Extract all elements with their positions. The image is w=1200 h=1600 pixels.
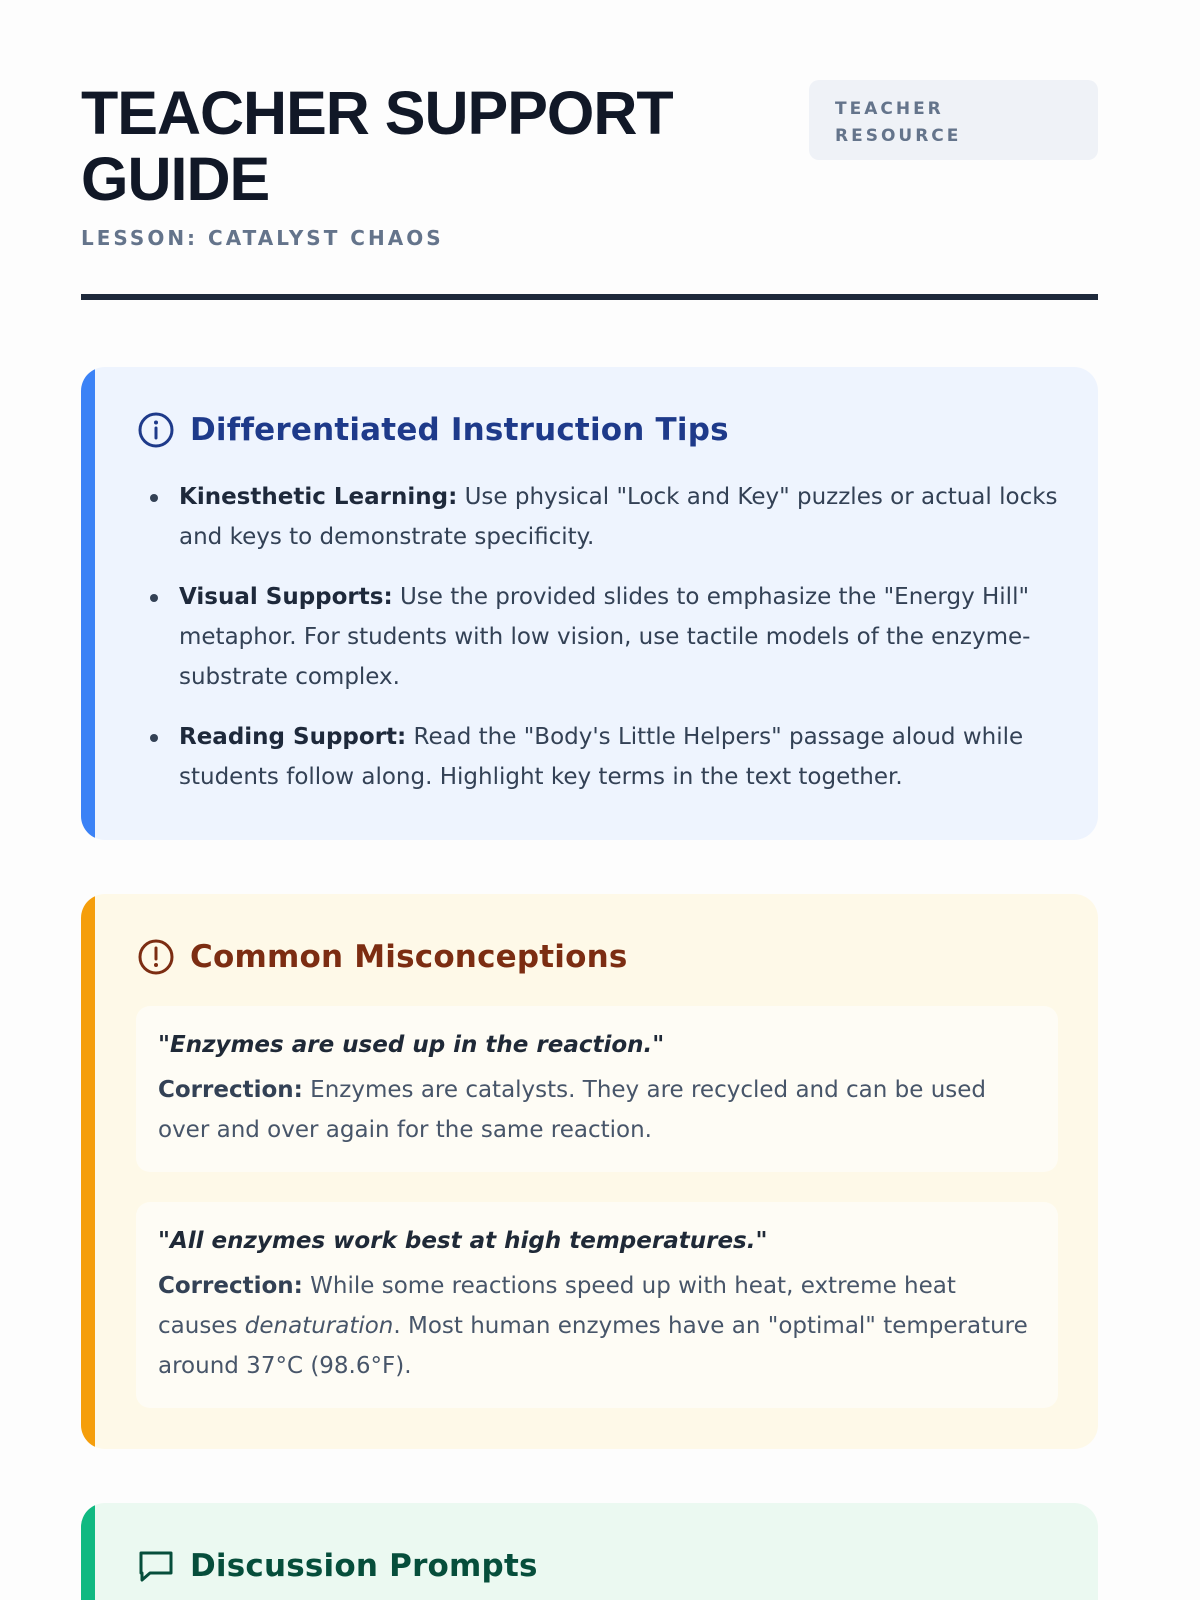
header-divider: [81, 294, 1098, 300]
tip-text: Read the "Body's Little Helpers" passage aloud while students follow along. Highlight key terms in the text together.: [179, 724, 1024, 790]
misconception-item: [136, 1006, 1058, 1172]
misconception-quote: "All enzymes work best at high temperatures.": [158, 1228, 768, 1254]
misconception-item: [136, 1202, 1058, 1408]
misconceptions-card: [81, 894, 1098, 1449]
discussion-card: [81, 1503, 1098, 1600]
tip-text: Use the provided slides to emphasize the "Energy Hill" metaphor. For students with low vision, use tactile models of the enzyme-substrate complex.: [179, 584, 1031, 690]
tip-label: Kinesthetic Learning:: [179, 484, 458, 510]
list-item: [150, 477, 1058, 557]
correction-text: Enzymes are catalysts. They are recycled and can be used over and over again for the same reaction.: [158, 1077, 987, 1143]
tip-label: Visual Supports:: [179, 584, 393, 610]
discussion-title: Discussion Prompts: [190, 1548, 538, 1584]
alert-circle-icon: [136, 937, 176, 977]
page-header: [81, 0, 1098, 300]
correction-term: denaturation: [244, 1313, 394, 1339]
list-item: [150, 577, 1058, 697]
misconception-quote: "Enzymes are used up in the reaction.": [158, 1032, 665, 1058]
correction-text: . Most human enzymes have an "optimal" temperature around 37°C (98.6°F).: [158, 1313, 1028, 1379]
list-item: [150, 717, 1058, 797]
correction-label: Correction:: [158, 1077, 303, 1103]
chat-bubble-icon: [136, 1546, 176, 1586]
tips-title: Differentiated Instruction Tips: [190, 412, 729, 448]
misconception-correction: [158, 1070, 1036, 1150]
lesson-subtitle: LESSON: CATALYST CHAOS: [81, 226, 444, 250]
tip-label: Reading Support:: [179, 724, 407, 750]
misconceptions-card-header: [136, 930, 1058, 984]
page-title: TEACHER SUPPORT GUIDE: [81, 79, 673, 213]
tips-card: [81, 367, 1098, 840]
info-icon: [136, 410, 176, 450]
correction-label: Correction:: [158, 1273, 303, 1299]
misconception-correction: [158, 1266, 1036, 1386]
tip-text: Use physical "Lock and Key" puzzles or actual locks and keys to demonstrate specificity.: [179, 484, 1058, 550]
discussion-card-header: [136, 1539, 1058, 1593]
misconceptions-title: Common Misconceptions: [190, 939, 628, 975]
resource-badge: TEACHER RESOURCE: [809, 80, 1098, 160]
tips-list: [136, 477, 1058, 797]
tips-card-header: [136, 403, 1058, 457]
correction-text: While some reactions speed up with heat, extreme heat causes: [158, 1273, 956, 1339]
